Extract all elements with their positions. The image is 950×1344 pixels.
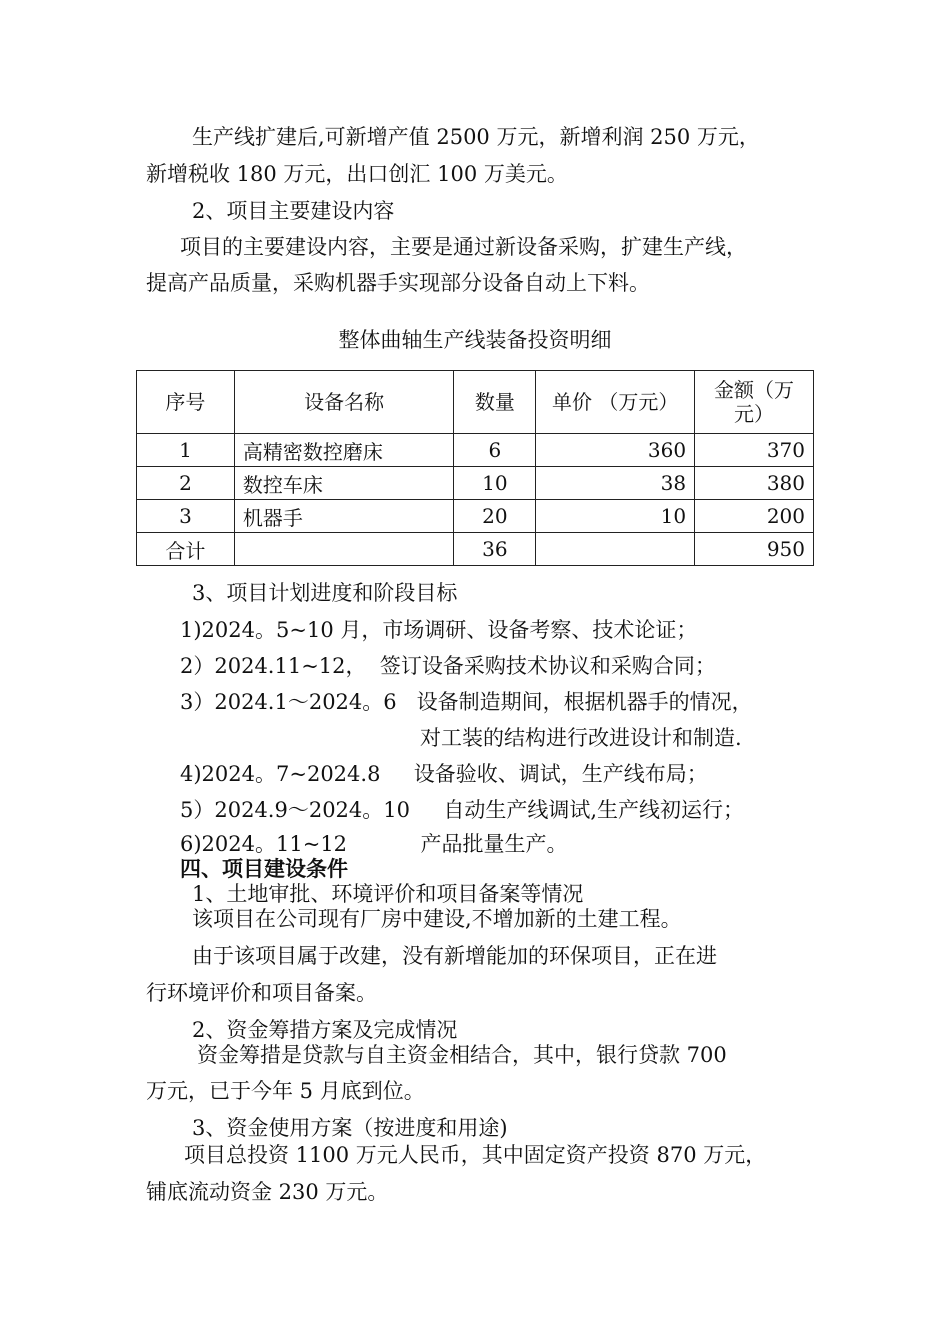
header-unit-price: 单价 （万元） [536,371,695,434]
table-total-row [137,533,814,566]
cell-quantity: 20 [454,500,536,533]
header-index: 序号 [137,371,235,434]
cell-index: 3 [137,500,235,533]
cell-name: 高精密数控磨床 [234,434,454,467]
header-quantity: 数量 [454,371,536,434]
cell-total-label: 合计 [137,533,235,566]
header-amount: 金额（万元） [695,371,814,434]
cell-unit-price: 360 [536,434,695,467]
equipment-table [136,370,814,566]
text-line: 铺底流动资金 230 万元。 [146,1180,389,1204]
text-line: 新增税收 180 万元，出口创汇 100 万美元。 [146,162,568,186]
schedule-item: 1)2024。5~10 月，市场调研、设备考察、技术论证； [180,618,698,642]
text-line: 资金筹措是贷款与自主资金相结合，其中，银行贷款 700 [197,1043,727,1067]
cell-amount: 200 [695,500,814,533]
schedule-item: 4)2024。7~2024.8 设备验收、调试，生产线布局； [180,762,708,786]
header-name: 设备名称 [234,371,454,434]
section-heading: 3、项目计划进度和阶段目标 [192,581,458,605]
cell-name: 机器手 [234,500,454,533]
subsection-heading: 1、土地审批、环境评价和项目备案等情况 [192,882,584,906]
subsection-heading: 2、资金筹措方案及完成情况 [192,1018,458,1042]
text-line: 项目总投资 1100 万元人民币，其中固定资产投资 870 万元， [184,1143,767,1167]
table-row [137,434,814,467]
schedule-item-continuation: 对工装的结构进行改进设计和制造. [420,726,742,750]
table-row [137,467,814,500]
cell-empty [234,533,454,566]
cell-total-amount: 950 [695,533,814,566]
schedule-item: 6)2024。11~12 产品批量生产。 [180,832,568,856]
cell-unit-price: 38 [536,467,695,500]
chapter-heading: 四、项目建设条件 [180,856,348,881]
text-line: 该项目在公司现有厂房中建设,不增加新的土建工程。 [192,907,682,931]
text-line: 行环境评价和项目备案。 [146,981,377,1005]
cell-empty [536,533,695,566]
cell-quantity: 6 [454,434,536,467]
cell-name: 数控车床 [234,467,454,500]
schedule-item: 5）2024.9～2024。10 自动生产线调试,生产线初运行； [180,798,745,822]
table-title: 整体曲轴生产线装备投资明细 [338,328,612,352]
cell-index: 2 [137,467,235,500]
subsection-heading: 3、资金使用方案（按进度和用途) [192,1116,508,1140]
text-line: 生产线扩建后,可新增产值 2500 万元，新增利润 250 万元， [192,125,760,149]
section-heading: 2、项目主要建设内容 [192,199,395,223]
cell-index: 1 [137,434,235,467]
schedule-item: 2）2024.11~12， 签订设备采购技术协议和采购合同； [180,654,716,678]
cell-amount: 370 [695,434,814,467]
text-line: 提高产品质量，采购机器手实现部分设备自动上下料。 [146,271,650,295]
cell-unit-price: 10 [536,500,695,533]
cell-amount: 380 [695,467,814,500]
text-line: 由于该项目属于改建，没有新增能加的环保项目，正在进 [192,944,717,968]
text-line: 项目的主要建设内容，主要是通过新设备采购，扩建生产线， [180,235,747,259]
table-row [137,500,814,533]
table-header-row [137,371,814,434]
cell-quantity: 10 [454,467,536,500]
schedule-item: 3）2024.1～2024。6 设备制造期间，根据机器手的情况， [180,690,753,714]
cell-total-quantity: 36 [454,533,536,566]
text-line: 万元，已于今年 5 月底到位。 [146,1079,425,1103]
